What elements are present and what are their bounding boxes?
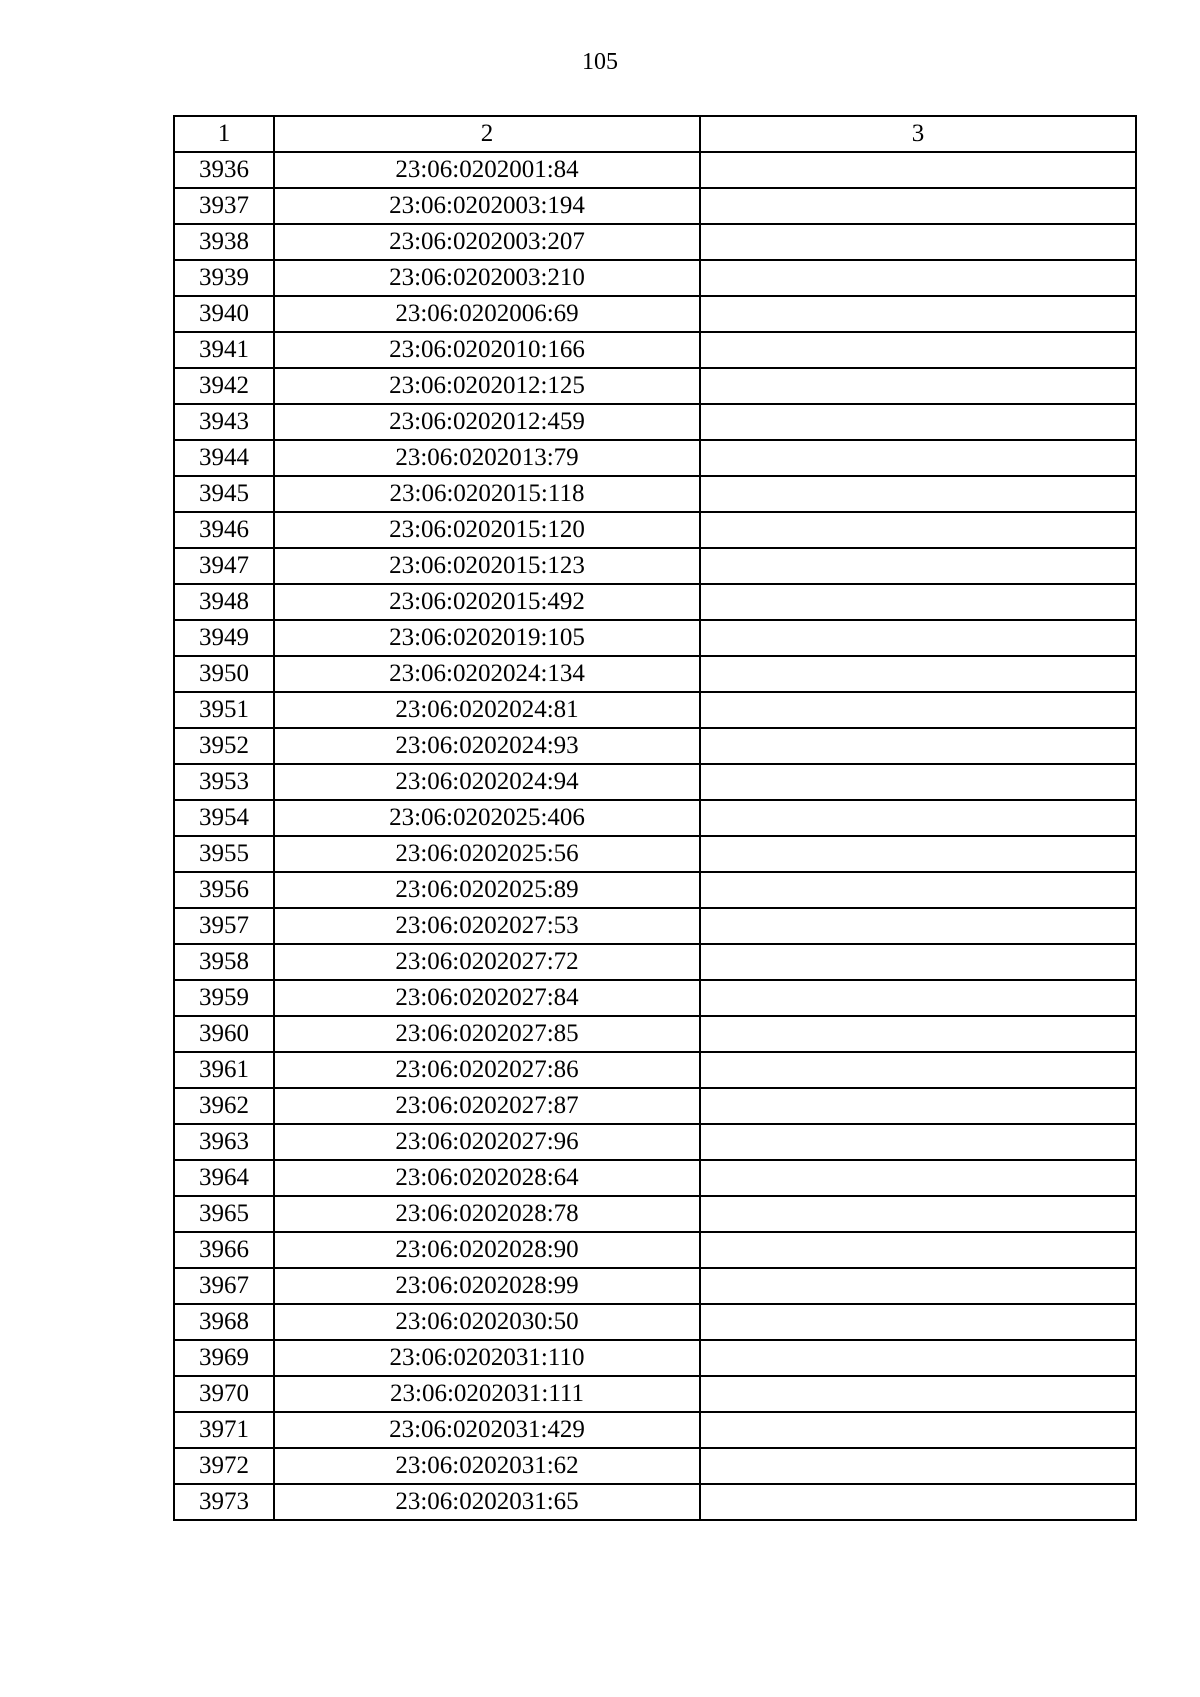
table-row [174,1484,1136,1520]
cell-cadastral-number: 23:06:0202027:87 [274,1088,700,1124]
cell-notes [700,152,1136,188]
table-row [174,368,1136,404]
table-row [174,980,1136,1016]
cell-cadastral-number: 23:06:0202027:96 [274,1124,700,1160]
cell-notes [700,872,1136,908]
cell-row-number: 3967 [174,1268,274,1304]
cell-cadastral-number: 23:06:0202012:125 [274,368,700,404]
cell-notes [700,620,1136,656]
cell-notes [700,476,1136,512]
cell-notes [700,440,1136,476]
table-row [174,1448,1136,1484]
cell-cadastral-number: 23:06:0202030:50 [274,1304,700,1340]
table-row [174,404,1136,440]
cell-notes [700,728,1136,764]
cell-notes [700,1124,1136,1160]
cell-row-number: 3954 [174,800,274,836]
registry-table [173,115,1137,1521]
cell-row-number: 3947 [174,548,274,584]
table-row [174,1052,1136,1088]
table-row [174,1376,1136,1412]
cell-cadastral-number: 23:06:0202024:94 [274,764,700,800]
cell-cadastral-number: 23:06:0202010:166 [274,332,700,368]
cell-notes [700,1196,1136,1232]
table-row [174,512,1136,548]
table-row [174,260,1136,296]
cell-cadastral-number: 23:06:0202024:93 [274,728,700,764]
cell-row-number: 3953 [174,764,274,800]
cell-notes [700,1376,1136,1412]
cell-notes [700,1484,1136,1520]
cell-cadastral-number: 23:06:0202028:90 [274,1232,700,1268]
table-row [174,476,1136,512]
cell-row-number: 3939 [174,260,274,296]
cell-row-number: 3948 [174,584,274,620]
table-row [174,1340,1136,1376]
cell-notes [700,296,1136,332]
table-row [174,440,1136,476]
cell-notes [700,368,1136,404]
cell-row-number: 3960 [174,1016,274,1052]
table-row [174,224,1136,260]
cell-cadastral-number: 23:06:0202006:69 [274,296,700,332]
cell-row-number: 3972 [174,1448,274,1484]
cell-cadastral-number: 23:06:0202031:62 [274,1448,700,1484]
cell-notes [700,260,1136,296]
cell-notes [700,1088,1136,1124]
cell-cadastral-number: 23:06:0202027:53 [274,908,700,944]
cell-cadastral-number: 23:06:0202031:65 [274,1484,700,1520]
cell-row-number: 3943 [174,404,274,440]
cell-notes [700,332,1136,368]
cell-notes [700,692,1136,728]
cell-notes [700,800,1136,836]
cell-cadastral-number: 23:06:0202012:459 [274,404,700,440]
cell-notes [700,1016,1136,1052]
cell-row-number: 3965 [174,1196,274,1232]
cell-cadastral-number: 23:06:0202013:79 [274,440,700,476]
cell-notes [700,188,1136,224]
cell-cadastral-number: 23:06:0202015:118 [274,476,700,512]
cell-row-number: 3946 [174,512,274,548]
table-row [174,836,1136,872]
table-row [174,1412,1136,1448]
cell-row-number: 3951 [174,692,274,728]
cell-notes [700,1448,1136,1484]
table-row [174,764,1136,800]
table-row [174,728,1136,764]
cell-notes [700,908,1136,944]
table-row [174,1196,1136,1232]
table-row [174,692,1136,728]
cell-cadastral-number: 23:06:0202025:406 [274,800,700,836]
cell-notes [700,1268,1136,1304]
cell-notes [700,1304,1136,1340]
cell-cadastral-number: 23:06:0202003:210 [274,260,700,296]
cell-row-number: 3956 [174,872,274,908]
cell-cadastral-number: 23:06:0202027:72 [274,944,700,980]
cell-row-number: 3949 [174,620,274,656]
column-header-number: 1 [174,116,274,152]
cell-row-number: 3937 [174,188,274,224]
cell-notes [700,224,1136,260]
cell-notes [700,1412,1136,1448]
cell-cadastral-number: 23:06:0202003:194 [274,188,700,224]
table-row [174,1232,1136,1268]
cell-notes [700,512,1136,548]
cell-row-number: 3968 [174,1304,274,1340]
cell-row-number: 3959 [174,980,274,1016]
cell-row-number: 3964 [174,1160,274,1196]
cell-notes [700,1340,1136,1376]
cell-row-number: 3973 [174,1484,274,1520]
table-row [174,584,1136,620]
cell-notes [700,548,1136,584]
cell-row-number: 3962 [174,1088,274,1124]
cell-row-number: 3955 [174,836,274,872]
cell-cadastral-number: 23:06:0202025:56 [274,836,700,872]
column-header-cadastral-number: 2 [274,116,700,152]
cell-row-number: 3940 [174,296,274,332]
cell-row-number: 3966 [174,1232,274,1268]
cell-row-number: 3970 [174,1376,274,1412]
table-row [174,944,1136,980]
table-row [174,1088,1136,1124]
table-row [174,800,1136,836]
cell-cadastral-number: 23:06:0202027:86 [274,1052,700,1088]
table-row [174,152,1136,188]
table-row [174,188,1136,224]
cell-row-number: 3963 [174,1124,274,1160]
cell-row-number: 3950 [174,656,274,692]
cell-row-number: 3938 [174,224,274,260]
table-row [174,548,1136,584]
cell-notes [700,764,1136,800]
cell-row-number: 3945 [174,476,274,512]
cell-cadastral-number: 23:06:0202015:492 [274,584,700,620]
cell-notes [700,1160,1136,1196]
cell-row-number: 3971 [174,1412,274,1448]
table-row [174,332,1136,368]
cell-row-number: 3957 [174,908,274,944]
cell-cadastral-number: 23:06:0202027:85 [274,1016,700,1052]
cell-cadastral-number: 23:06:0202025:89 [274,872,700,908]
cell-notes [700,836,1136,872]
cell-cadastral-number: 23:06:0202024:134 [274,656,700,692]
cell-row-number: 3944 [174,440,274,476]
cell-cadastral-number: 23:06:0202028:99 [274,1268,700,1304]
table-row [174,872,1136,908]
cell-notes [700,584,1136,620]
cell-cadastral-number: 23:06:0202028:64 [274,1160,700,1196]
header-row [174,116,1136,152]
cell-notes [700,656,1136,692]
table-row [174,1268,1136,1304]
cell-notes [700,944,1136,980]
cell-notes [700,1232,1136,1268]
table-row [174,296,1136,332]
cell-notes [700,980,1136,1016]
cell-row-number: 3942 [174,368,274,404]
cell-row-number: 3936 [174,152,274,188]
cell-cadastral-number: 23:06:0202027:84 [274,980,700,1016]
cell-notes [700,1052,1136,1088]
cell-row-number: 3952 [174,728,274,764]
cell-cadastral-number: 23:06:0202031:429 [274,1412,700,1448]
table-row [174,1124,1136,1160]
cell-cadastral-number: 23:06:0202001:84 [274,152,700,188]
cell-row-number: 3958 [174,944,274,980]
table-row [174,656,1136,692]
cell-cadastral-number: 23:06:0202015:123 [274,548,700,584]
table-row [174,1304,1136,1340]
cell-cadastral-number: 23:06:0202024:81 [274,692,700,728]
table-row [174,908,1136,944]
cell-cadastral-number: 23:06:0202031:110 [274,1340,700,1376]
page-number: 105 [582,49,618,75]
table-row [174,620,1136,656]
cell-row-number: 3969 [174,1340,274,1376]
cell-cadastral-number: 23:06:0202019:105 [274,620,700,656]
column-header-notes: 3 [700,116,1136,152]
cell-row-number: 3961 [174,1052,274,1088]
cell-cadastral-number: 23:06:0202028:78 [274,1196,700,1232]
cell-notes [700,404,1136,440]
cell-cadastral-number: 23:06:0202003:207 [274,224,700,260]
table-row [174,1160,1136,1196]
cell-cadastral-number: 23:06:0202015:120 [274,512,700,548]
cell-row-number: 3941 [174,332,274,368]
registry-table-body [174,116,1136,1520]
cell-cadastral-number: 23:06:0202031:111 [274,1376,700,1412]
table-row [174,1016,1136,1052]
